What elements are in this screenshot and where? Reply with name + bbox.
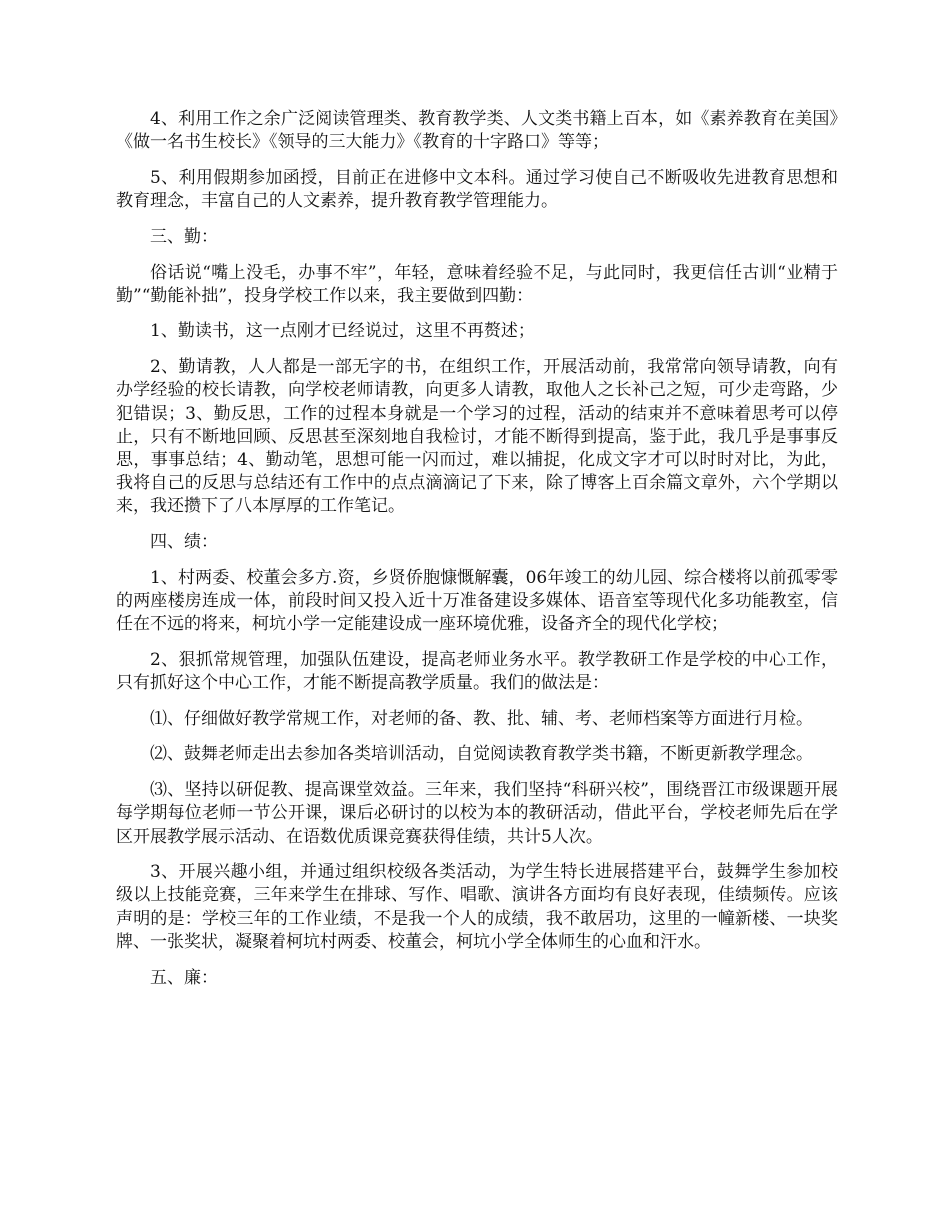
- paragraph-diligence-intro: 俗话说“嘴上没毛，办事不牢”，年轻，意味着经验不足，与此同时，我更信任古训“业精于勤”“勤能补拙”，投身学校工作以来，我主要做到四勤：: [116, 262, 838, 306]
- section-heading-diligence: 三、勤：: [150, 226, 218, 247]
- paragraph-interest-groups: 3、开展兴趣小组，并通过组织校级各类活动，为学生特长进展搭建平台，鼓舞学生参加校级以上技能竞赛，三年来学生在排球、写作、唱歌、演讲各方面均有良好表现，佳绩频传。应该声明的是：学校三年的工作业绩，不是我一个人的成绩，我不敢居功，这里的一幢新楼、一块奖牌、一张奖状，凝聚着柯坑村两委、校董会，柯坑小学全体师生的心血和汗水。: [116, 862, 838, 952]
- document-body: [116, 108, 838, 1002]
- paragraph-routine-management: 2、狠抓常规管理，加强队伍建设，提高老师业务水平。教学教研工作是学校的中心工作，只有抓好这个中心工作，才能不断提高教学质量。我们的做法是：: [116, 649, 838, 694]
- paragraph-item-3: ⑶、坚持以研促教、提高课堂效益。三年来，我们坚持“科研兴校”，围绕晋江市级课题开展每学期每位老师一节公开课，课后必研讨的以校为本的教研活动，借此平台，学校老师先后在学区开展教学展示活动、在语数优质课竞赛获得佳绩，共计5人次。: [116, 780, 838, 847]
- paragraph-diligent-reading: 1、勤读书，这一点刚才已经说过，这里不再赘述；: [150, 321, 535, 342]
- paragraph-item-2: ⑵、鼓舞老师走出去参加各类培训活动，自觉阅读教育教学类书籍，不断更新教学理念。: [150, 744, 813, 765]
- paragraph-reading: 4、利用工作之余广泛阅读管理类、教育教学类、人文类书籍上百本，如《素养教育在美国》《做一名书生校长》《领导的三大能力》《教育的十字路口》等等；: [116, 109, 838, 153]
- paragraph-item-1: ⑴、仔细做好教学常规工作，对老师的备、教、批、辅、考、老师档案等方面进行月检。: [150, 708, 813, 729]
- paragraph-correspondence-study: 5、利用假期参加函授，目前正在进修中文本科。通过学习使自己不断吸收先进教育思想和教育理念，丰富自己的人文素养，提升教育教学管理能力。: [116, 167, 838, 212]
- paragraph-facilities: 1、村两委、校董会多方.资，乡贤侨胞慷慨解囊，06年竣工的幼儿园、综合楼将以前孤零零的两座楼房连成一体，前段时间又投入近十万准备建设多媒体、语音室等现代化多功能教室，信任在不远的将来，柯坑小学一定能建设成一座环境优雅，设备齐全的现代化学校；: [116, 567, 838, 635]
- paragraph-diligent-consulting: 2、勤请教，人人都是一部无字的书，在组织工作，开展活动前，我常常向领导请教，向有办学经验的校长请教，向学校老师请教，向更多人请教，取他人之长补己之短，可少走弯路，少犯错误；3、勤反思，工作的过程本身就是一个学习的过程，活动的结束并不意味着思考可以停止，只有不断地回顾、反思甚至深刻地自我检讨，才能不断得到提高，鉴于此，我几乎是事事反思，事事总结；4、勤动笔，思想可能一闪而过，难以捕捉，化成文字才可以时时对比，为此，我将自己的反思与总结还有工作中的点点滴滴记了下来，除了博客上百余篇文章外，六个学期以来，我还攒下了八本厚厚的工作笔记。: [116, 357, 838, 517]
- section-heading-integrity: 五、廉：: [150, 967, 218, 988]
- section-heading-achievements: 四、绩：: [150, 532, 218, 553]
